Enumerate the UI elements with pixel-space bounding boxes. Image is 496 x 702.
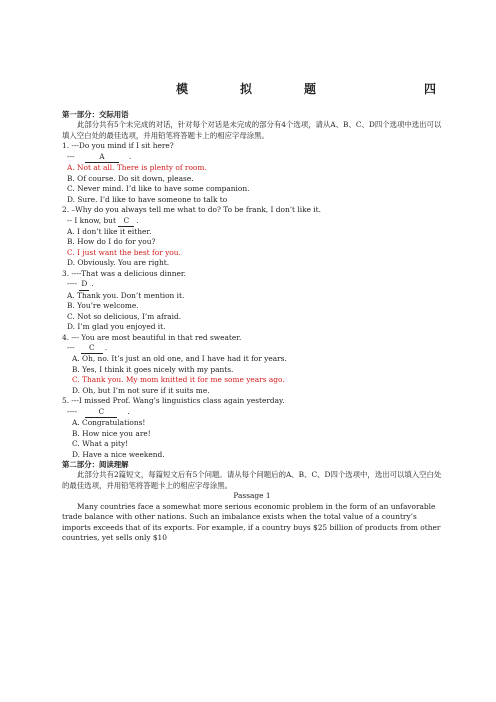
question-1: [62, 141, 442, 205]
option-d: D. I’m glad you enjoyed it.: [67, 322, 166, 332]
option-d: D. Sure. I’d like to have someone to talk to: [67, 194, 228, 204]
passage-text: Many countries face a somewhat more serious economic problem in the form of an unfavorable trade balance with other nations. Such an imbalance exists when the total value of a country’s imports exceeds that of its exports. For example, if a country buys $25 billion of products from other countries, yet sells only $10: [62, 501, 441, 543]
option-a: A. Not at all. There is plenty of room.: [67, 163, 207, 173]
option-c: C. Never mind. I’d like to have some companion.: [67, 184, 250, 194]
answer-suffix: .: [136, 215, 139, 225]
part2-instructions: 此部分共有2篇短文，每篇短文后有5个问题。请从每个问题后的A、B、C、D四个选项中，选出可以填入空白处的最佳选项，并用铅笔将答题卡上的相应字母涂黑。: [62, 470, 442, 490]
part2-heading: 第二部分：阅读理解: [62, 459, 129, 469]
option-b: B. Of course. Do sit down, please.: [67, 173, 194, 183]
question-5: [62, 396, 442, 460]
question-3: [62, 269, 442, 333]
answer-line: [62, 343, 442, 354]
part1-heading: 第一部分：交际用语: [62, 110, 129, 119]
answer-line: [62, 216, 442, 227]
answer-prefix: -- I know, but: [67, 215, 116, 225]
question-stem: 3. ----That was a delicious dinner.: [62, 268, 186, 278]
title-char-4: 四: [424, 82, 437, 96]
answer-prefix: ---: [67, 151, 75, 161]
answer-blank: C: [81, 343, 103, 354]
option-c: C. Thank you. My mom knitted it for me some years ago.: [72, 375, 285, 385]
document-body: [62, 110, 442, 544]
document-title: [0, 80, 496, 96]
answer-prefix: ---: [67, 342, 75, 352]
question-2: [62, 205, 442, 269]
answer-line: [62, 279, 442, 290]
question-stem: 4. --- You are most beautiful in that red sweater.: [62, 332, 242, 342]
part1-instructions: 此部分共有5个未完成的对话，针对每个对话是未完成的部分有4个选项，请从A、B、C、D四个选项中选出可以填入空白处的最佳选项，并用铅笔将答题卡上的相应字母涂黑。: [62, 120, 442, 140]
option-a: A. Oh, no. It’s just an old one, and I have had it for years.: [72, 354, 287, 364]
option-d: D. Oh, but I’m not sure if it suits me.: [72, 385, 210, 395]
title-char-2: 拟: [240, 82, 253, 96]
answer-blank: C: [85, 407, 117, 418]
option-b: B. How do I do for you?: [67, 237, 156, 247]
title-char-3: 题: [304, 82, 317, 96]
option-c: C. What a pity!: [72, 439, 129, 449]
question-4: [62, 333, 442, 397]
option-d: D. Obviously. You are right.: [67, 258, 170, 268]
answer-line: [62, 152, 442, 163]
passage-title: Passage 1: [233, 491, 271, 501]
answer-prefix: ----: [67, 279, 77, 289]
option-c: C. Not so delicious, I’m afraid.: [67, 311, 182, 321]
option-a: A. Thank you. Don’t mention it.: [67, 290, 185, 300]
answer-prefix: ----: [67, 406, 77, 416]
answer-line: [62, 407, 442, 418]
option-b: B. Yes, I think it goes nicely with my pants.: [72, 364, 234, 374]
question-stem: 5. ---I missed Prof. Wang’s linguistics class again yesterday.: [62, 396, 285, 406]
answer-suffix: .: [104, 342, 108, 352]
option-c: C. I just want the best for you.: [67, 247, 181, 257]
option-b: B. You’re welcome.: [67, 301, 139, 311]
question-stem: 1. ---Do you mind if I sit here?: [62, 141, 174, 151]
option-a: A. Congratulations!: [72, 418, 146, 428]
answer-blank: D: [79, 279, 89, 290]
option-a: A. I don’t like it either.: [67, 226, 152, 236]
answer-suffix: .: [91, 279, 94, 289]
answer-suffix: .: [127, 406, 130, 416]
answer-blank: A: [85, 152, 119, 163]
answer-blank: C: [118, 216, 134, 227]
answer-suffix: .: [128, 151, 132, 161]
title-char-1: 模: [176, 82, 189, 96]
question-stem: 2. –Why do you always tell me what to do? To be frank, I don’t like it.: [62, 205, 321, 215]
option-b: B. How nice you are!: [72, 428, 151, 438]
option-d: D. Have a nice weekend.: [72, 449, 165, 459]
